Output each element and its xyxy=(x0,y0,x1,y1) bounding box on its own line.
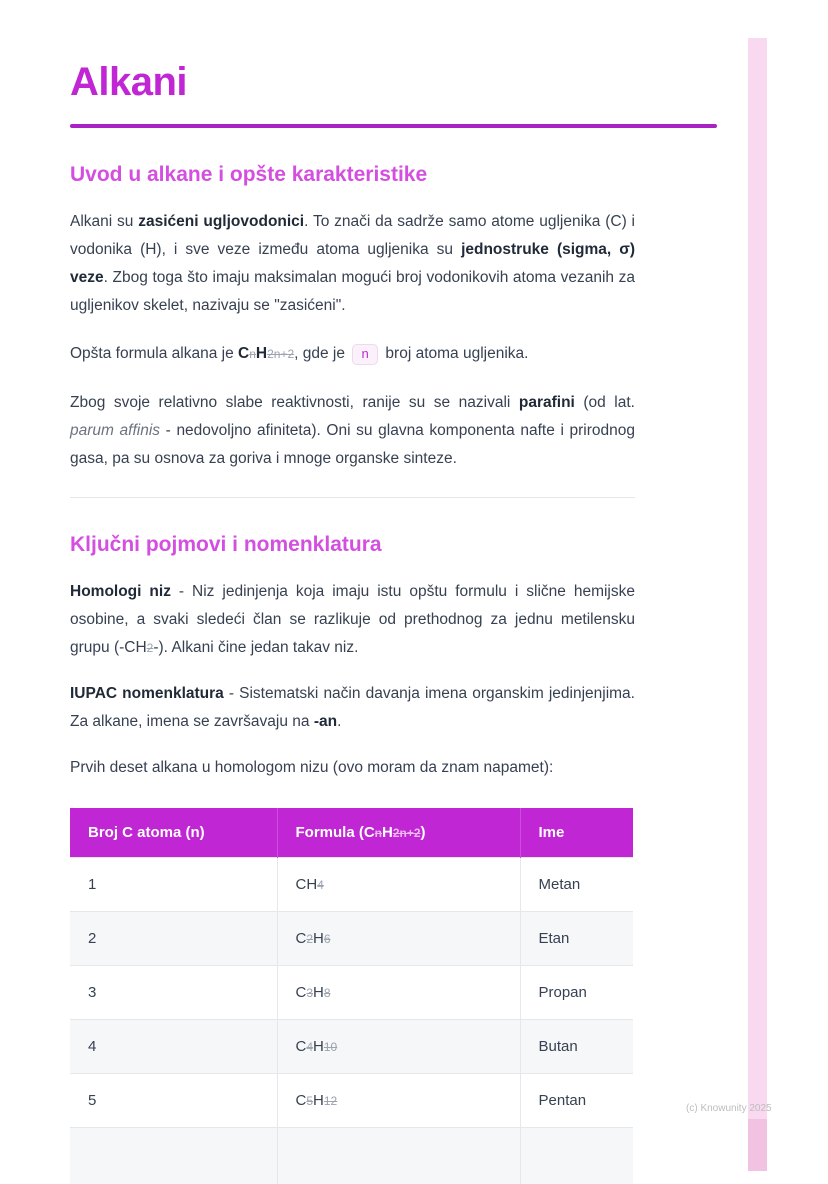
cell-name: Etan xyxy=(520,912,633,966)
cell-n: 2 xyxy=(70,912,277,966)
paragraph-homologi-niz: Homologi niz - Niz jedinjenja koja imaju istu opštu formulu i slične hemijske osobine, a svaki sledeći član se razlikuje od prethodnog za jednu metilensku grupu (-CH2-). Alkani čine jedan takav niz. xyxy=(70,583,636,656)
cell-name: Butan xyxy=(520,1020,633,1074)
table-row-partial xyxy=(70,1128,633,1184)
paragraph-parafini: Zbog svoje relativno slabe reaktivnosti, ranije su se nazivali parafini (od lat. parum affinis - nedovoljno afiniteta). Oni su glavna komponenta nafte i prirodnog gasa, pa su osnova za goriva i mnoge organske sinteze. xyxy=(70,394,635,467)
paragraph-formula: Opšta formula alkana je CnH2n+2, gde je n broj atoma ugljenika. xyxy=(70,340,635,369)
table-header-ime: Ime xyxy=(520,808,633,858)
cell-formula: C4H10 xyxy=(277,1020,520,1074)
document-page xyxy=(70,0,635,1184)
table-header-row xyxy=(70,808,633,858)
table-header-broj-c-atoma: Broj C atoma (n) xyxy=(70,808,277,858)
cell-formula xyxy=(277,1128,520,1184)
table-row-etan xyxy=(70,912,633,966)
paragraph-intro: Alkani su zasićeni ugljovodonici. To znači da sadrže samo atome ugljenika (C) i vodonika (H), i sve veze između atoma ugljenika su jednostruke (sigma, σ) veze. Zbog toga što imaju maksimalan mogući broj vodonikovih atoma vezanih za ugljenikov skelet, nazivaju se "zasićeni". xyxy=(70,213,636,314)
cell-n: 5 xyxy=(70,1074,277,1128)
page-title: Alkani xyxy=(70,60,188,104)
cell-name: Propan xyxy=(520,966,633,1020)
alkane-table-header xyxy=(70,808,633,858)
table-row-propan xyxy=(70,966,633,1020)
cell-formula: C5H12 xyxy=(277,1074,520,1128)
section-heading-uvod: Uvod u alkane i opšte karakteristike xyxy=(70,163,428,186)
cell-formula: C3H8 xyxy=(277,966,520,1020)
cell-name: Pentan xyxy=(520,1074,633,1128)
table-row-metan xyxy=(70,858,633,912)
table-row-butan xyxy=(70,1020,633,1074)
watermark: (c) Knowunity 2025 xyxy=(686,1103,772,1114)
table-row-pentan xyxy=(70,1074,633,1128)
cell-n: 1 xyxy=(70,858,277,912)
cell-formula: CH4 xyxy=(277,858,520,912)
cell-name xyxy=(520,1128,633,1184)
cell-name: Metan xyxy=(520,858,633,912)
paragraph-iupac: IUPAC nomenklatura - Sistematski način davanja imena organskim jedinjenjima. Za alkane, imena se završavaju na -an. xyxy=(70,685,635,730)
section-divider xyxy=(70,497,635,498)
cell-n: 3 xyxy=(70,966,277,1020)
page-edge-strip-bottom xyxy=(748,1119,767,1171)
paragraph-table-lead: Prvih deset alkana u homologom nizu (ovo moram da znam napamet): xyxy=(70,759,554,776)
table-header-formula: Formula (CnH2n+2) xyxy=(277,808,520,858)
cell-formula: C2H6 xyxy=(277,912,520,966)
alkane-table-body xyxy=(70,858,633,1184)
cell-n xyxy=(70,1128,277,1184)
alkane-table xyxy=(70,808,633,1184)
title-divider xyxy=(70,124,717,128)
cell-n: 4 xyxy=(70,1020,277,1074)
section-heading-pojmovi: Ključni pojmovi i nomenklatura xyxy=(70,533,382,556)
page-edge-strip xyxy=(748,38,767,1171)
